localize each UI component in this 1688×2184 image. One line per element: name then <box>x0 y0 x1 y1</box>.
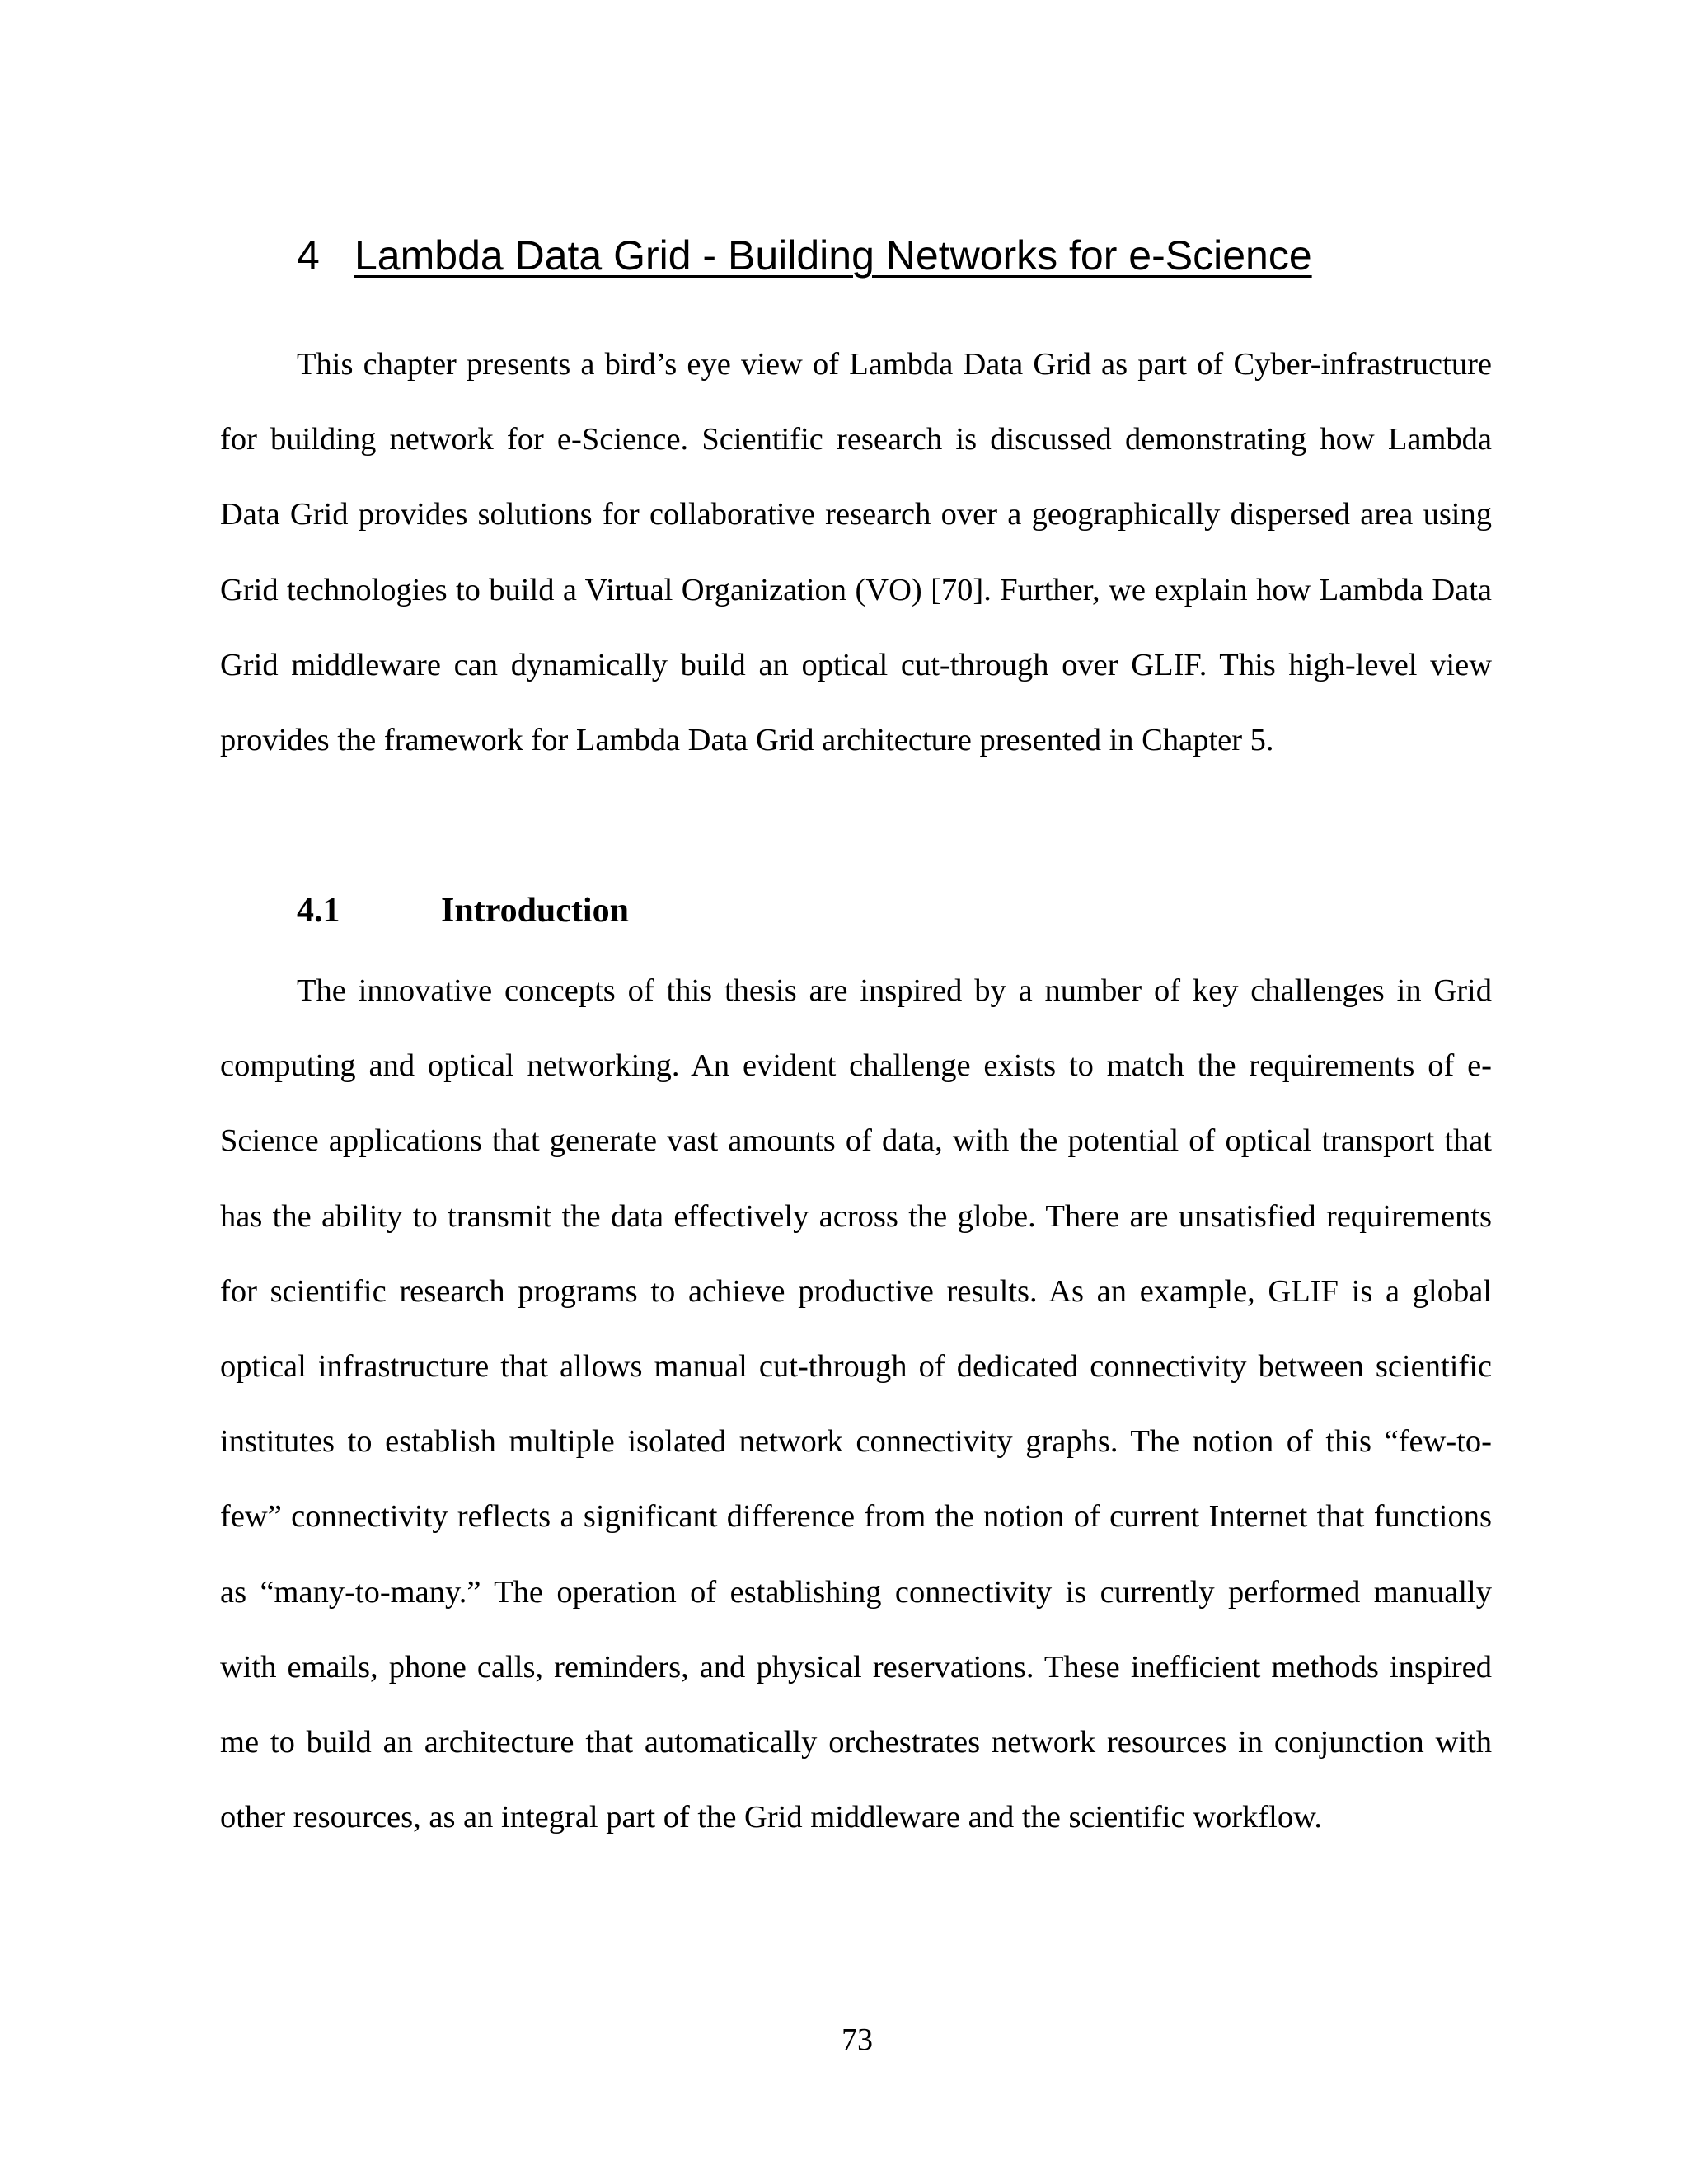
page-number: 73 <box>842 2022 873 2057</box>
section-number: 4.1 <box>297 892 340 930</box>
chapter-intro-paragraph: This chapter presents a bird’s eye view of Lambda Data Grid as part of Cyber-infrastructure for building network for e-Science. Scientific research is discussed demonstrating how Lambda Data Grid provides solutions for collaborative research over a geographically dispersed area using Grid technologies to build a Virtual Organization (VO) [70]. Further, we explain how Lambda Data Grid middleware can dynamically build an optical cut-through over GLIF. This high-level view provides the framework for Lambda Data Grid architecture presented in Chapter 5. <box>220 347 1492 758</box>
chapter-title: Lambda Data Grid - Building Networks for e-Science <box>354 232 1312 279</box>
chapter-number: 4 <box>297 232 320 279</box>
section-heading <box>297 882 629 940</box>
section-paragraph: The innovative concepts of this thesis are inspired by a number of key challenges in Grid computing and optical networking. An evident challenge exists to match the requirements of e-Science applications that generate vast amounts of data, with the potential of optical transport that has the ability to transmit the data effectively across the globe. There are unsatisfied requirements for scientific research programs to achieve productive results. As an example, GLIF is a global optical infrastructure that allows manual cut-through of dedicated connectivity between scientific institutes to establish multiple isolated network connectivity graphs. The notion of this “few-to-few” connectivity reflects a significant difference from the notion of current Internet that functions as “many-to-many.” The operation of establishing connectivity is currently performed manually with emails, phone calls, reminders, and physical reservations. These inefficient methods inspired me to build an architecture that automatically orchestrates network resources in conjunction with other resources, as an integral part of the Grid middleware and the scientific workflow. <box>220 973 1492 1835</box>
section-title: Introduction <box>441 892 629 930</box>
chapter-heading <box>297 223 1492 288</box>
